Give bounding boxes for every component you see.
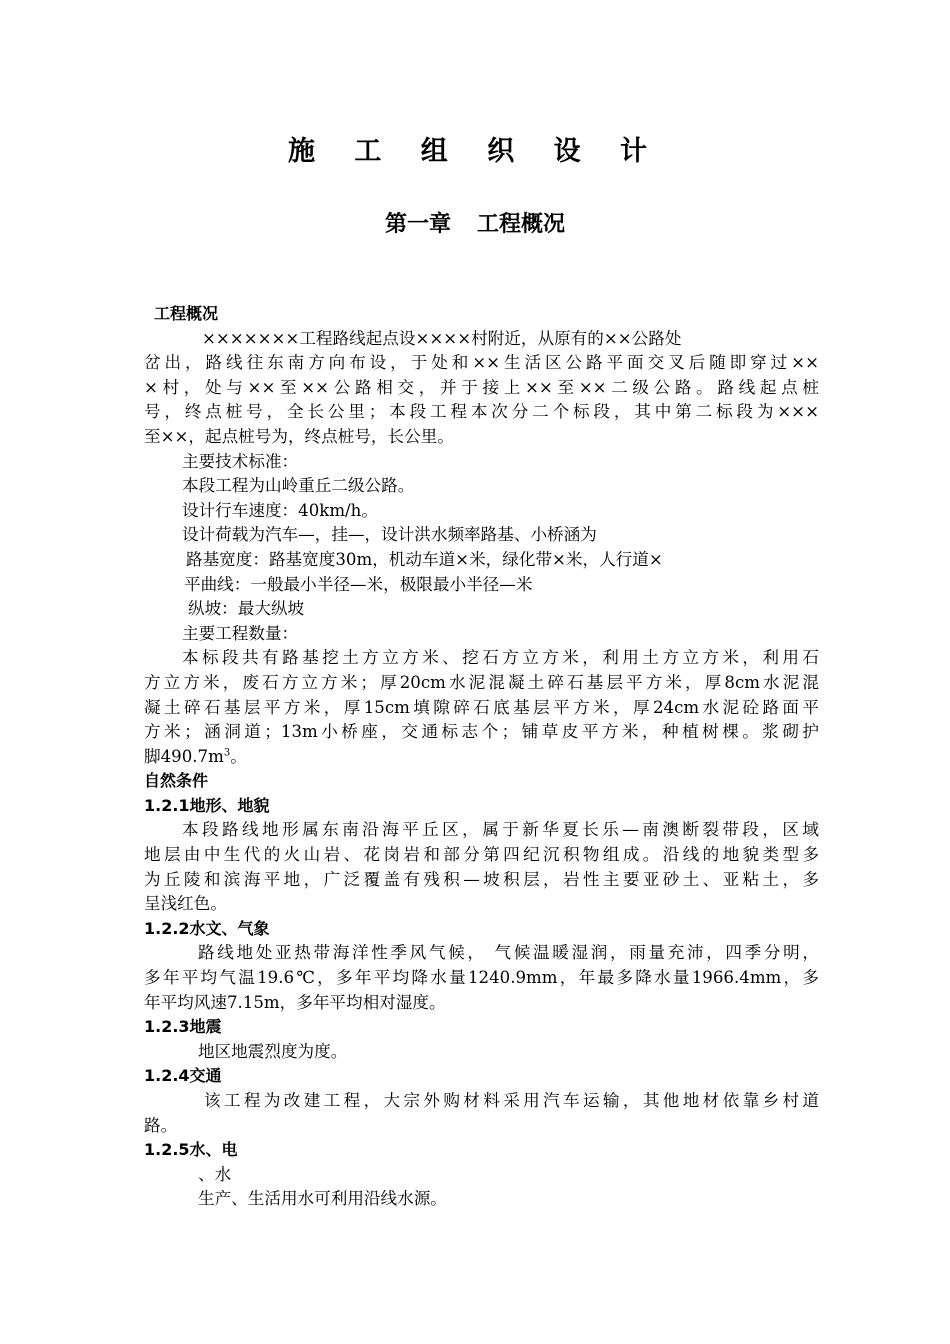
chapter-title (0, 208, 950, 240)
tech-standard-label: 主要技术标准： (182, 451, 299, 471)
section-heading-overview: 工程概况 (154, 304, 219, 323)
tech-item: 本段工程为山岭重丘二级公路。 (182, 476, 415, 496)
tech-item: 路基宽度：路基宽度30m，机动车道×米，绿化带×米，人行道× (186, 549, 663, 569)
paragraph-line: 为丘陵和滨海平地，广泛覆盖有残积—坡积层，岩性主要亚砂土、亚粘土，多 (144, 869, 819, 889)
document-title: 施 工 组 织 设 计 (288, 136, 662, 167)
quantity-line: 凝土碎石基层平方米，厚15cm填隙碎石底基层平方米，厚24cm水泥砼路面平 (144, 697, 819, 717)
paragraph-line: 呈浅红色。 (144, 894, 227, 914)
paragraph-line: ×××××××工程路线起点设××××村附近，从原有的××公路处 (202, 328, 682, 348)
section-heading-natural: 自然条件 (144, 771, 209, 791)
paragraph-line: 路。 (144, 1115, 178, 1135)
tech-item: 平曲线：一般最小半径—米，极限最小半径—米 (184, 574, 533, 594)
paragraph-line: 多年平均气温19.6℃，多年平均降水量1240.9mm，年最多降水量1966.4mm，多 (144, 968, 819, 988)
tech-item: 设计行车速度：40km/h。 (182, 500, 378, 520)
paragraph-line: 地层由中生代的火山岩、花岗岩和部分第四纪沉积物组成。沿线的地貌类型多 (144, 845, 819, 865)
subsection-heading-utilities: 1.2.5水、电 (144, 1140, 238, 1160)
subsection-heading-traffic: 1.2.4交通 (144, 1066, 222, 1086)
quantity-line: 方米；涵洞道；13m小桥座，交通标志个；铺草皮平方米，种植树棵。浆砌护 (144, 722, 819, 742)
paragraph-line: 地区地震烈度为度。 (198, 1041, 348, 1061)
paragraph-line: ×村，处与××至××公路相交，并于接上××至××二级公路。路线起点桩 (144, 377, 819, 397)
chapter-label: 第一章 (384, 211, 451, 237)
tech-item: 设计荷载为汽车—，挂—，设计洪水频率路基、小桥涵为 (182, 525, 597, 545)
subsection-heading-earthquake: 1.2.3地震 (144, 1017, 222, 1037)
quantity-line-last (144, 745, 819, 770)
quantity-line: 本标段共有路基挖土方立方米、挖石方立方米，利用土方立方米，利用石 (182, 648, 819, 668)
quantity-last-text: 脚490.7m (144, 746, 224, 766)
subsection-sub-label: 、水 (198, 1164, 232, 1184)
tech-item: 纵坡：最大纵坡 (188, 599, 305, 619)
paragraph-line: 该工程为改建工程，大宗外购材料采用汽车运输，其他地材依靠乡村道 (204, 1091, 819, 1110)
superscript-3: 3 (223, 747, 231, 759)
paragraph-line: 路线地处亚热带海洋性季风气候， 气候温暖湿润，雨量充沛，四季分明， (198, 943, 819, 963)
subsection-heading-terrain: 1.2.1地形、地貌 (144, 795, 270, 815)
subsection-heading-climate: 1.2.2水文、气象 (144, 918, 270, 938)
paragraph-line: 岔出，路线往东南方向布设，于处和××生活区公路平面交叉后随即穿过×× (144, 353, 819, 373)
chapter-name: 工程概况 (477, 211, 566, 237)
document-body (144, 302, 819, 1212)
paragraph-line: 号，终点桩号，全长公里；本段工程本次分二个标段，其中第二标段为××× (144, 402, 819, 422)
paragraph-line: 至××，起点桩号为，终点桩号，长公里。 (144, 426, 454, 446)
paragraph-line: 生产、生活用水可利用沿线水源。 (198, 1189, 447, 1209)
paragraph-line: 本段路线地形属东南沿海平丘区，属于新华夏长乐—南澳断裂带段，区域 (182, 820, 819, 840)
paragraph-line: 年平均风速7.15m，多年平均相对湿度。 (144, 992, 446, 1012)
quantity-line: 方立方米，废石方立方米；厚20cm水泥混凝土碎石基层平方米，厚8cm水泥混 (144, 672, 819, 692)
quantity-last-end: 。 (230, 746, 247, 766)
quantity-label: 主要工程数量： (182, 623, 299, 643)
